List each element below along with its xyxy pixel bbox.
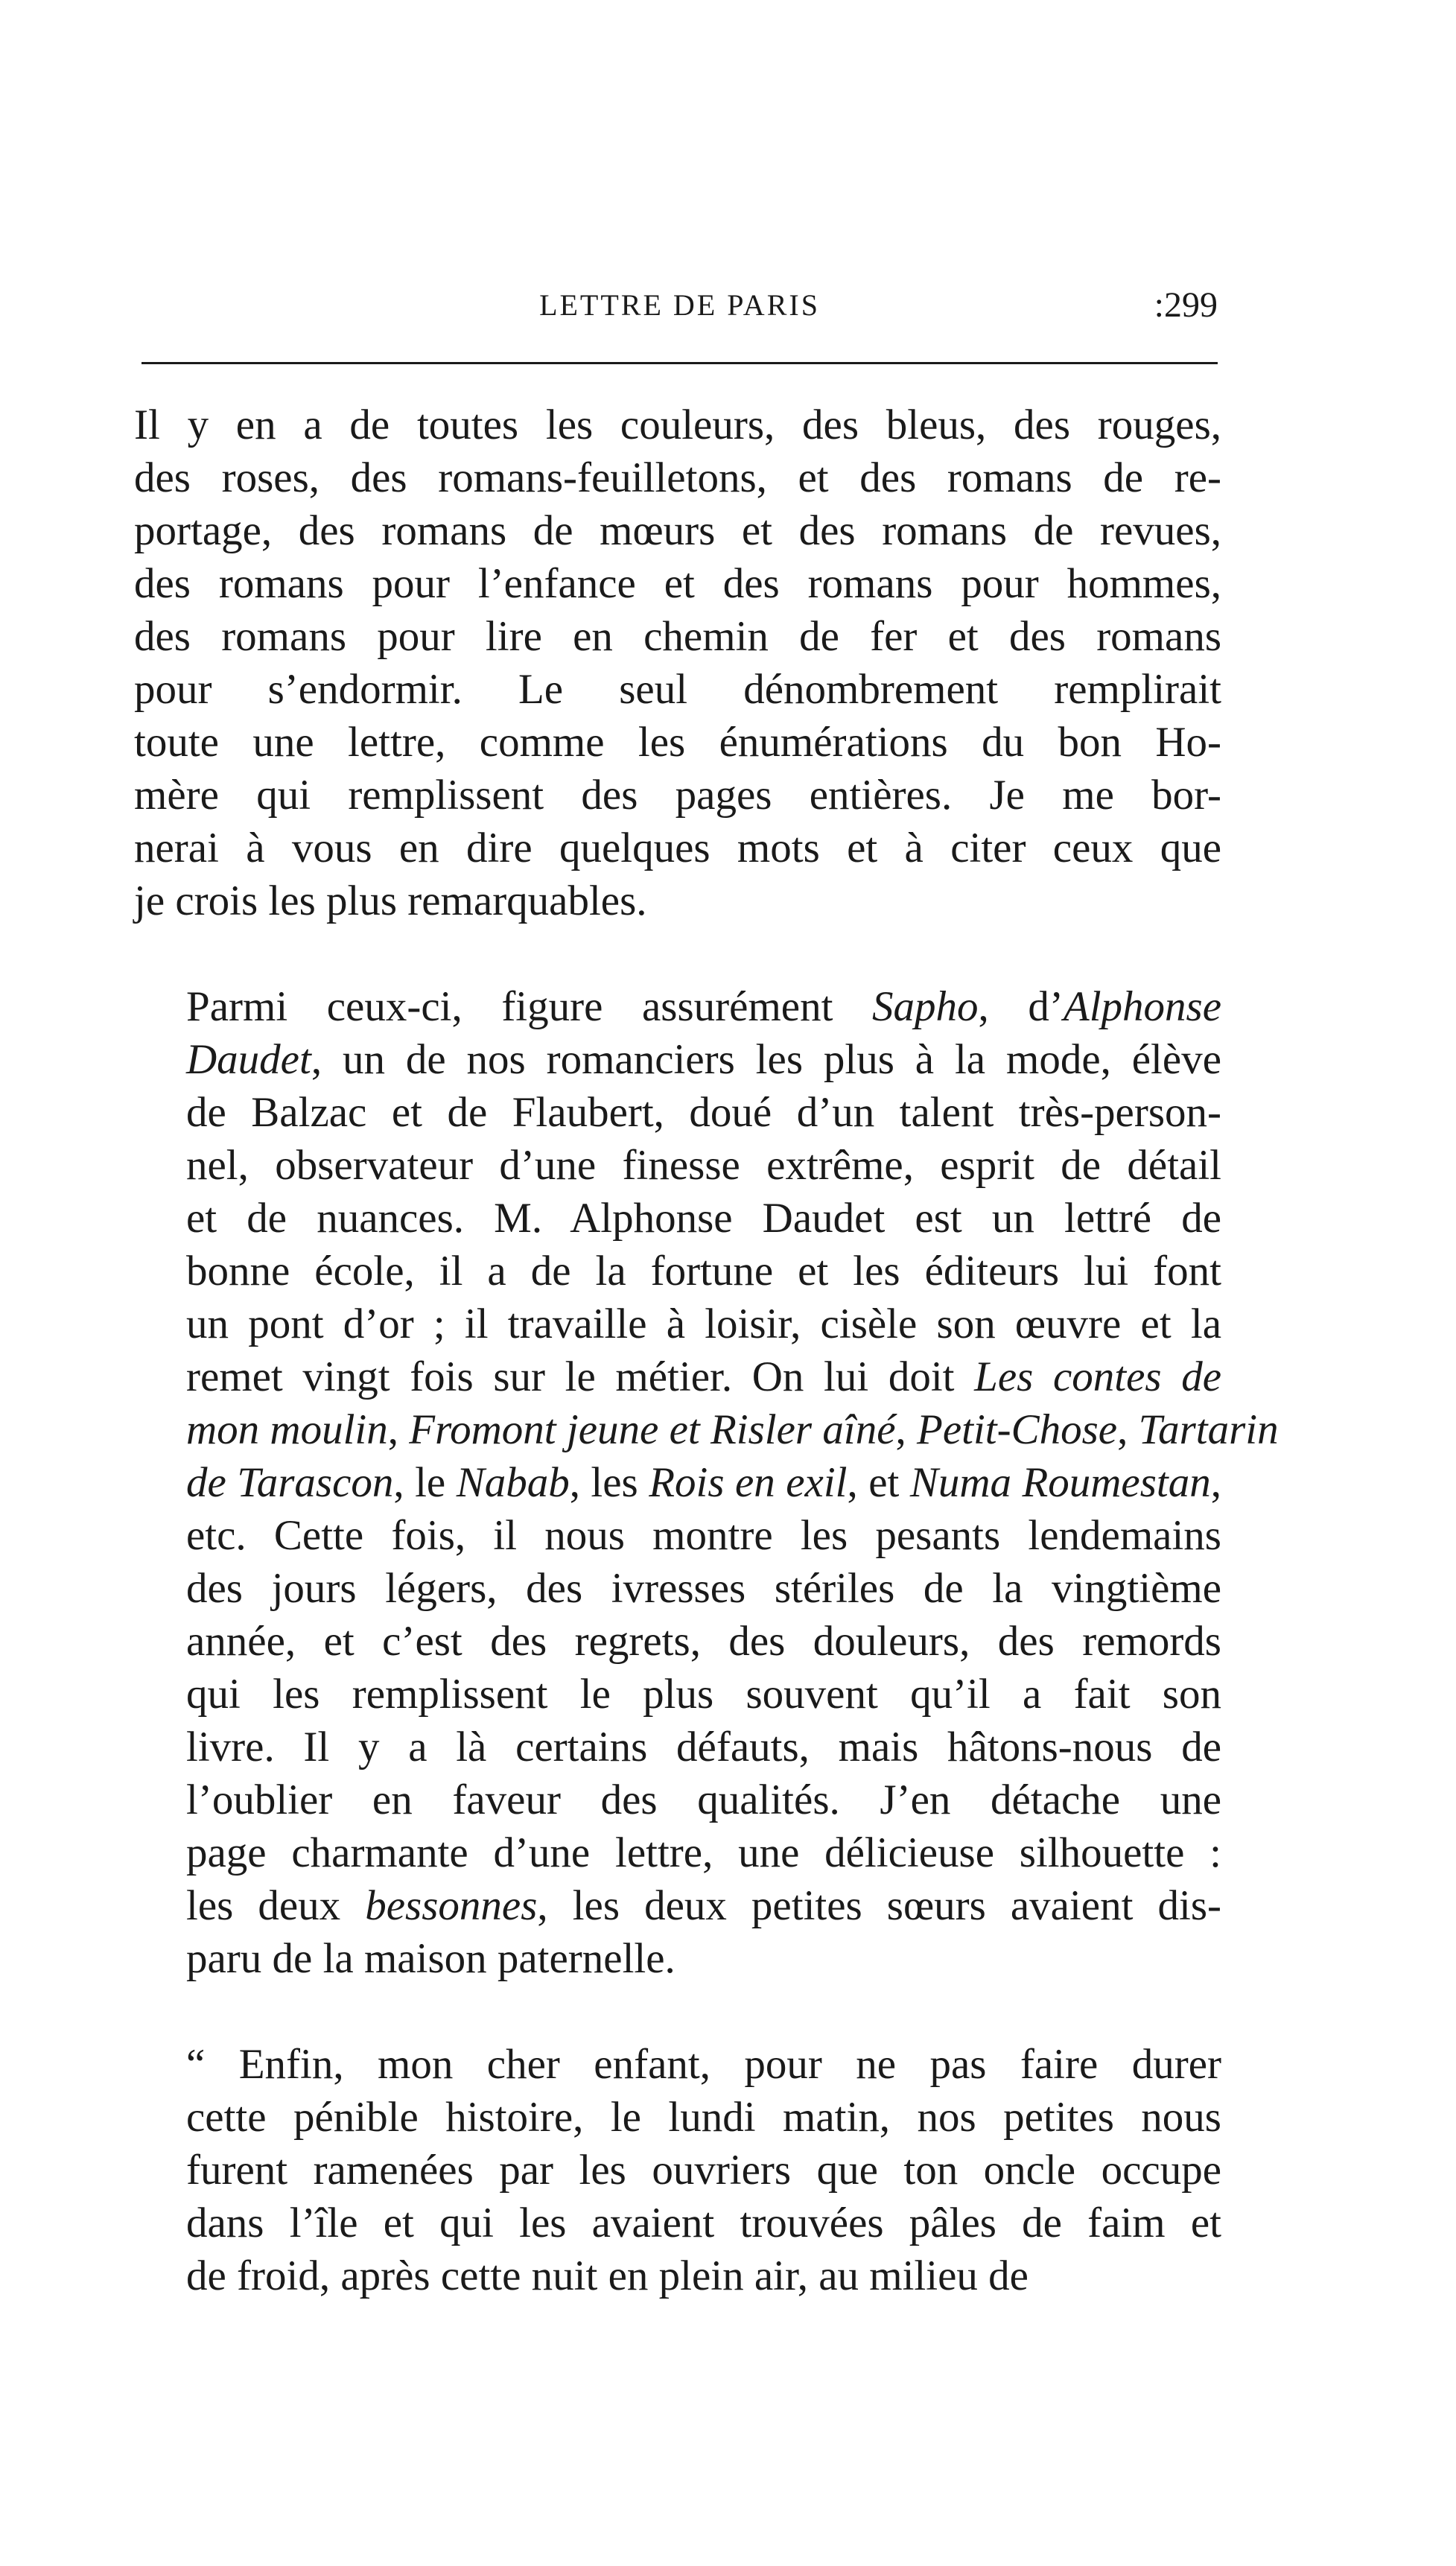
text-line: de Tarascon, le Nabab, les Rois en exil, et Numa Roumestan, xyxy=(186,1459,1221,1506)
text-line: mon moulin, Fromont jeune et Risler aîné, Petit-Chose, Tartarin xyxy=(186,1406,1279,1453)
text-line: année, et c’est des regrets, des douleurs, des remords xyxy=(186,1618,1221,1665)
text-line: qui les remplissent le plus souvent qu’il a fait son xyxy=(186,1671,1221,1718)
paragraph-3 xyxy=(134,2038,1221,2302)
text-line: je crois les plus remarquables. xyxy=(134,877,647,924)
text-line: toute une lettre, comme les énumérations du bon Ho- xyxy=(134,719,1221,766)
text-line: un pont d’or ; il travaille à loisir, cisèle son œuvre et la xyxy=(186,1301,1221,1347)
text-line: dans l’île et qui les avaient trouvées pâles de faim et xyxy=(186,2200,1221,2246)
text-line: “ Enfin, mon cher enfant, pour ne pas faire durer xyxy=(186,2041,1221,2088)
running-title: LETTRE DE PARIS xyxy=(539,288,820,322)
running-head xyxy=(142,283,1218,328)
text-line: Il y en a de toutes les couleurs, des bleus, des rouges, xyxy=(134,401,1221,448)
text-line: paru de la maison paternelle. xyxy=(186,1935,675,1982)
header-rule xyxy=(142,362,1218,364)
text-line: portage, des romans de mœurs et des romans de revues, xyxy=(134,507,1221,554)
text-line: Parmi ceux-ci, figure assurément Sapho, d’Alphonse xyxy=(186,983,1222,1030)
text-line: des jours légers, des ivresses stériles de la vingtième xyxy=(186,1565,1221,1612)
text-line: les deux bessonnes, les deux petites sœurs avaient dis- xyxy=(186,1882,1221,1929)
text-line: nel, observateur d’une finesse extrême, esprit de détail xyxy=(186,1142,1221,1189)
body-text xyxy=(134,398,1279,2302)
text-line: et de nuances. M. Alphonse Daudet est un lettré de xyxy=(186,1195,1221,1242)
text-line: remet vingt fois sur le métier. On lui doit Les contes de xyxy=(186,1353,1221,1400)
text-line: cette pénible histoire, le lundi matin, nos petites nous xyxy=(186,2094,1221,2141)
text-line: l’oublier en faveur des qualités. J’en détache une xyxy=(186,1776,1221,1823)
text-line: de Balzac et de Flaubert, doué d’un talent très-person- xyxy=(186,1089,1221,1136)
paragraph-2 xyxy=(134,980,1279,1985)
text-line: page charmante d’une lettre, une délicieuse silhouette : xyxy=(186,1829,1221,1876)
text-line: des romans pour l’enfance et des romans pour hommes, xyxy=(134,560,1221,607)
text-line: nerai à vous en dire quelques mots et à citer ceux que xyxy=(134,825,1221,871)
text-line: des romans pour lire en chemin de fer et des romans xyxy=(134,613,1221,660)
page-number: :299 xyxy=(1154,285,1218,325)
text-line: bonne école, il a de la fortune et les éditeurs lui font xyxy=(186,1248,1221,1295)
text-line: livre. Il y a là certains défauts, mais hâtons-nous de xyxy=(186,1724,1221,1771)
text-line: pour s’endormir. Le seul dénombrement remplirait xyxy=(134,666,1221,713)
text-line: furent ramenées par les ouvriers que ton oncle occupe xyxy=(186,2147,1221,2194)
text-line: etc. Cette fois, il nous montre les pesants lendemains xyxy=(186,1512,1221,1559)
paragraph-1 xyxy=(134,398,1221,927)
text-line: des roses, des romans-feuilletons, et des romans de re- xyxy=(134,454,1221,501)
text-line: mère qui remplissent des pages entières. Je me bor- xyxy=(134,772,1221,819)
text-line: de froid, après cette nuit en plein air, au milieu de xyxy=(186,2252,1029,2299)
text-line: Daudet, un de nos romanciers les plus à la mode, élève xyxy=(186,1036,1221,1083)
